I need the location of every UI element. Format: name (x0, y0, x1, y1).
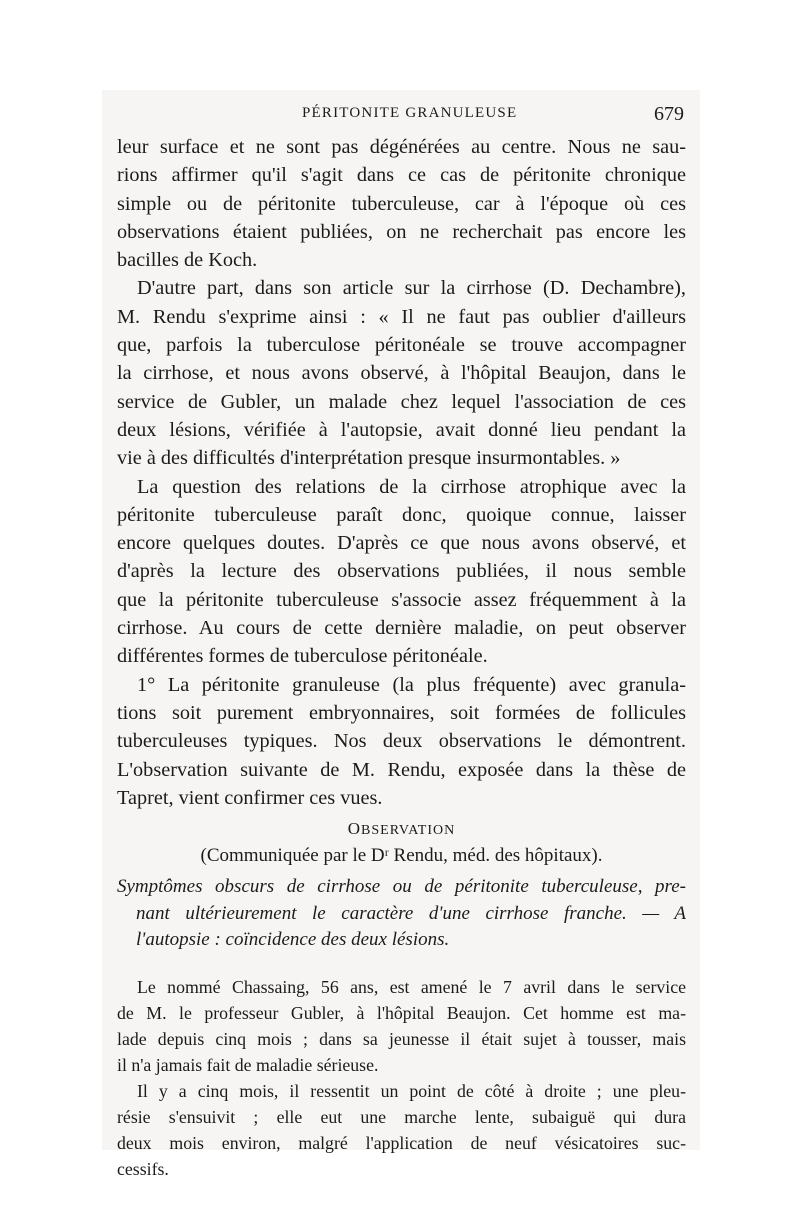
page-body (117, 133, 686, 1182)
paragraph-1 (117, 133, 686, 274)
observation-communication: (Communiquée par le Dʳ Rendu, méd. des hôpitaux). (200, 845, 603, 867)
text-line: d'après la lecture des observations publiées, il nous semble (117, 560, 686, 583)
summary-line: nant ultérieurement le caractère d'une cirrhose franche. — A (136, 902, 686, 924)
text-line: bacilles de Koch. (117, 249, 258, 272)
text-line: que la péritonite tuberculeuse s'associe assez fréquemment à la (117, 588, 686, 611)
text-line: différentes formes de tuberculose péritonéale. (117, 645, 488, 668)
text-line: deux lésions, vérifiée à l'autopsie, avait donné lieu pendant la (117, 418, 686, 441)
observation-title (117, 818, 686, 842)
text-line: rions affirmer qu'il s'agit dans ce cas de péritonite chronique (117, 164, 686, 187)
summary-line: l'autopsie : coïncidence des deux lésions. (136, 929, 450, 951)
text-line: simple ou de péritonite tuberculeuse, car à l'époque où ces (117, 192, 686, 215)
text-line: D'autre part, dans son article sur la cirrhose (D. Dechambre), (137, 277, 686, 300)
text-line: M. Rendu s'exprime ainsi : « Il ne faut pas oublier d'ailleurs (117, 305, 686, 328)
page-header (110, 103, 688, 129)
paragraph-4 (117, 671, 686, 812)
main-text (117, 133, 686, 812)
text-line: La question des relations de la cirrhose atrophique avec la (137, 475, 686, 498)
text-line: Il y a cinq mois, il ressentit un point de côté à droite ; une pleu- (137, 1080, 686, 1101)
observation-section (117, 818, 686, 1182)
summary-line: Symptômes obscurs de cirrhose ou de péritonite tuberculeuse, pre- (117, 876, 686, 898)
text-line: tuberculeuses typiques. Nos deux observations le démontrent. (117, 730, 686, 753)
running-title: PÉRITONITE GRANULEUSE (302, 105, 518, 121)
text-line: de M. le professeur Gubler, à l'hôpital Beaujon. Cet homme est ma- (117, 1002, 686, 1023)
text-line: deux mois environ, malgré l'application de neuf vésicatoires suc- (117, 1132, 686, 1153)
text-line: L'observation suivante de M. Rendu, exposée dans la thèse de (117, 758, 686, 781)
observation-title-initial: O (347, 819, 362, 839)
text-line: 1° La péritonite granuleuse (la plus fréquente) avec granula- (137, 673, 686, 696)
text-line: la cirrhose, et nous avons observé, à l'hôpital Beaujon, dans le (117, 362, 686, 385)
text-line: il n'a jamais fait de maladie sérieuse. (117, 1054, 379, 1075)
text-line: lade depuis cinq mois ; dans sa jeunesse il était sujet à tousser, mais (117, 1028, 686, 1049)
text-line: Le nommé Chassaing, 56 ans, est amené le 7 avril dans le service (137, 976, 686, 997)
text-line: Tapret, vient confirmer ces vues. (117, 786, 383, 809)
text-line: cirrhose. Au cours de cette dernière maladie, on peut observer (117, 617, 686, 640)
text-line: résie s'ensuivit ; elle eut une marche lente, subaiguë qui dura (117, 1106, 686, 1127)
text-line: péritonite tuberculeuse paraît donc, quoique connue, laisser (117, 503, 686, 526)
text-line: encore quelques doutes. D'après ce que nous avons observé, et (117, 532, 686, 555)
paragraph-2 (117, 274, 686, 472)
text-line: tions soit purement embryonnaires, soit formées de follicules (117, 701, 686, 724)
text-line: service de Gubler, un malade chez lequel l'association de ces (117, 390, 686, 413)
observation-paragraph-1 (117, 974, 686, 1078)
text-line: vie à des difficultés d'interprétation presque insurmontables. » (117, 447, 621, 470)
observation-summary (117, 874, 686, 954)
observation-text (117, 974, 686, 1182)
text-line: leur surface et ne sont pas dégénérées au centre. Nous ne sau- (117, 136, 686, 158)
text-line: que, parfois la tuberculose péritonéale se trouve accompagner (117, 334, 686, 357)
page-number: 679 (654, 103, 684, 125)
text-line: cessifs. (117, 1158, 169, 1179)
paragraph-3 (117, 473, 686, 671)
observation-paragraph-2 (117, 1078, 686, 1182)
text-line: observations étaient publiées, on ne recherchait pas encore les (117, 220, 686, 243)
observation-title-rest: BSERVATION (361, 823, 456, 839)
